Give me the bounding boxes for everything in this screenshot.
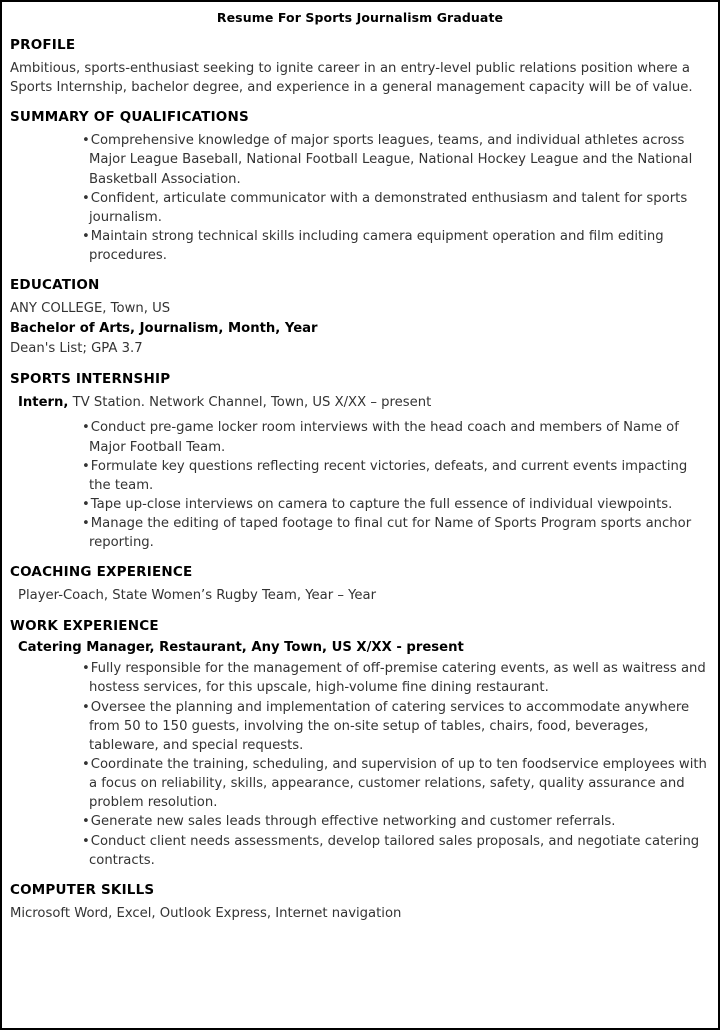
summary-bullet-list	[10, 131, 710, 265]
work-entry: Catering Manager, Restaurant, Any Town, US X/XX - present	[18, 640, 464, 656]
list-item: • Comprehensive knowledge of major sports leagues, teams, and individual athletes across Major League Baseball, National Football League, National Hockey League and the National Basketball Association.	[82, 131, 710, 188]
list-item: • Manage the editing of taped footage to final cut for Name of Sports Program sports anchor reporting.	[82, 514, 710, 552]
coaching-entry: Player-Coach, State Women’s Rugby Team, Year – Year	[18, 588, 377, 604]
list-item: • Maintain strong technical skills including camera equipment operation and film editing procedures.	[82, 227, 710, 265]
education-degree: Bachelor of Arts, Journalism, Month, Year	[10, 321, 318, 337]
list-item: • Oversee the planning and implementation of catering services to accommodate anywhere from 50 to 150 guests, involving the on-site setup of tables, chairs, food, beverages, tableware, and special requests.	[82, 698, 710, 755]
list-item: • Conduct pre-game locker room interviews with the head coach and members of Name of Major Football Team.	[82, 418, 710, 456]
section-heading-profile: PROFILE	[10, 37, 76, 53]
work-bullet-list	[10, 659, 710, 870]
internship-entry	[10, 393, 710, 413]
page-title: Resume For Sports Journalism Graduate	[216, 10, 504, 25]
internship-role: Intern,	[18, 394, 69, 410]
list-item: • Conduct client needs assessments, develop tailored sales proposals, and negotiate catering contracts.	[82, 832, 710, 870]
education-school: ANY COLLEGE, Town, US	[10, 301, 171, 317]
section-heading-computer-skills: COMPUTER SKILLS	[10, 881, 155, 898]
computer-skills-text: Microsoft Word, Excel, Outlook Express, Internet navigation	[10, 905, 402, 921]
list-item: • Confident, articulate communicator with a demonstrated enthusiasm and talent for sports journalism.	[82, 189, 710, 227]
list-item: • Formulate key questions reflecting recent victories, defeats, and current events impacting the team.	[82, 457, 710, 495]
section-heading-education: EDUCATION	[10, 277, 100, 294]
internship-bullet-list	[10, 418, 710, 552]
list-item: • Tape up-close interviews on camera to capture the full essence of individual viewpoints.	[82, 495, 710, 514]
list-item: • Coordinate the training, scheduling, and supervision of up to ten foodservice employees with a focus on reliability, skills, appearance, customer relations, safety, quality assurance and problem resolution.	[82, 755, 710, 812]
profile-text: Ambitious, sports-enthusiast seeking to ignite career in an entry-level public relations position where a Sports Internship, bachelor degree, and experience in a general management capacity will be of value.	[10, 61, 693, 96]
section-heading-summary: SUMMARY OF QUALIFICATIONS	[10, 109, 249, 126]
list-item: • Generate new sales leads through effective networking and customer referrals.	[82, 812, 710, 831]
internship-details: TV Station. Network Channel, Town, US X/XX – present	[68, 394, 432, 410]
education-honors: Dean's List; GPA 3.7	[10, 340, 143, 356]
section-heading-coaching: COACHING EXPERIENCE	[10, 564, 193, 581]
section-heading-internship: SPORTS INTERNSHIP	[10, 370, 171, 387]
list-item: • Fully responsible for the management of off-premise catering events, as well as waitress and hostess services, for this upscale, high-volume fine dining restaurant.	[82, 659, 710, 697]
section-heading-work: WORK EXPERIENCE	[10, 618, 159, 635]
